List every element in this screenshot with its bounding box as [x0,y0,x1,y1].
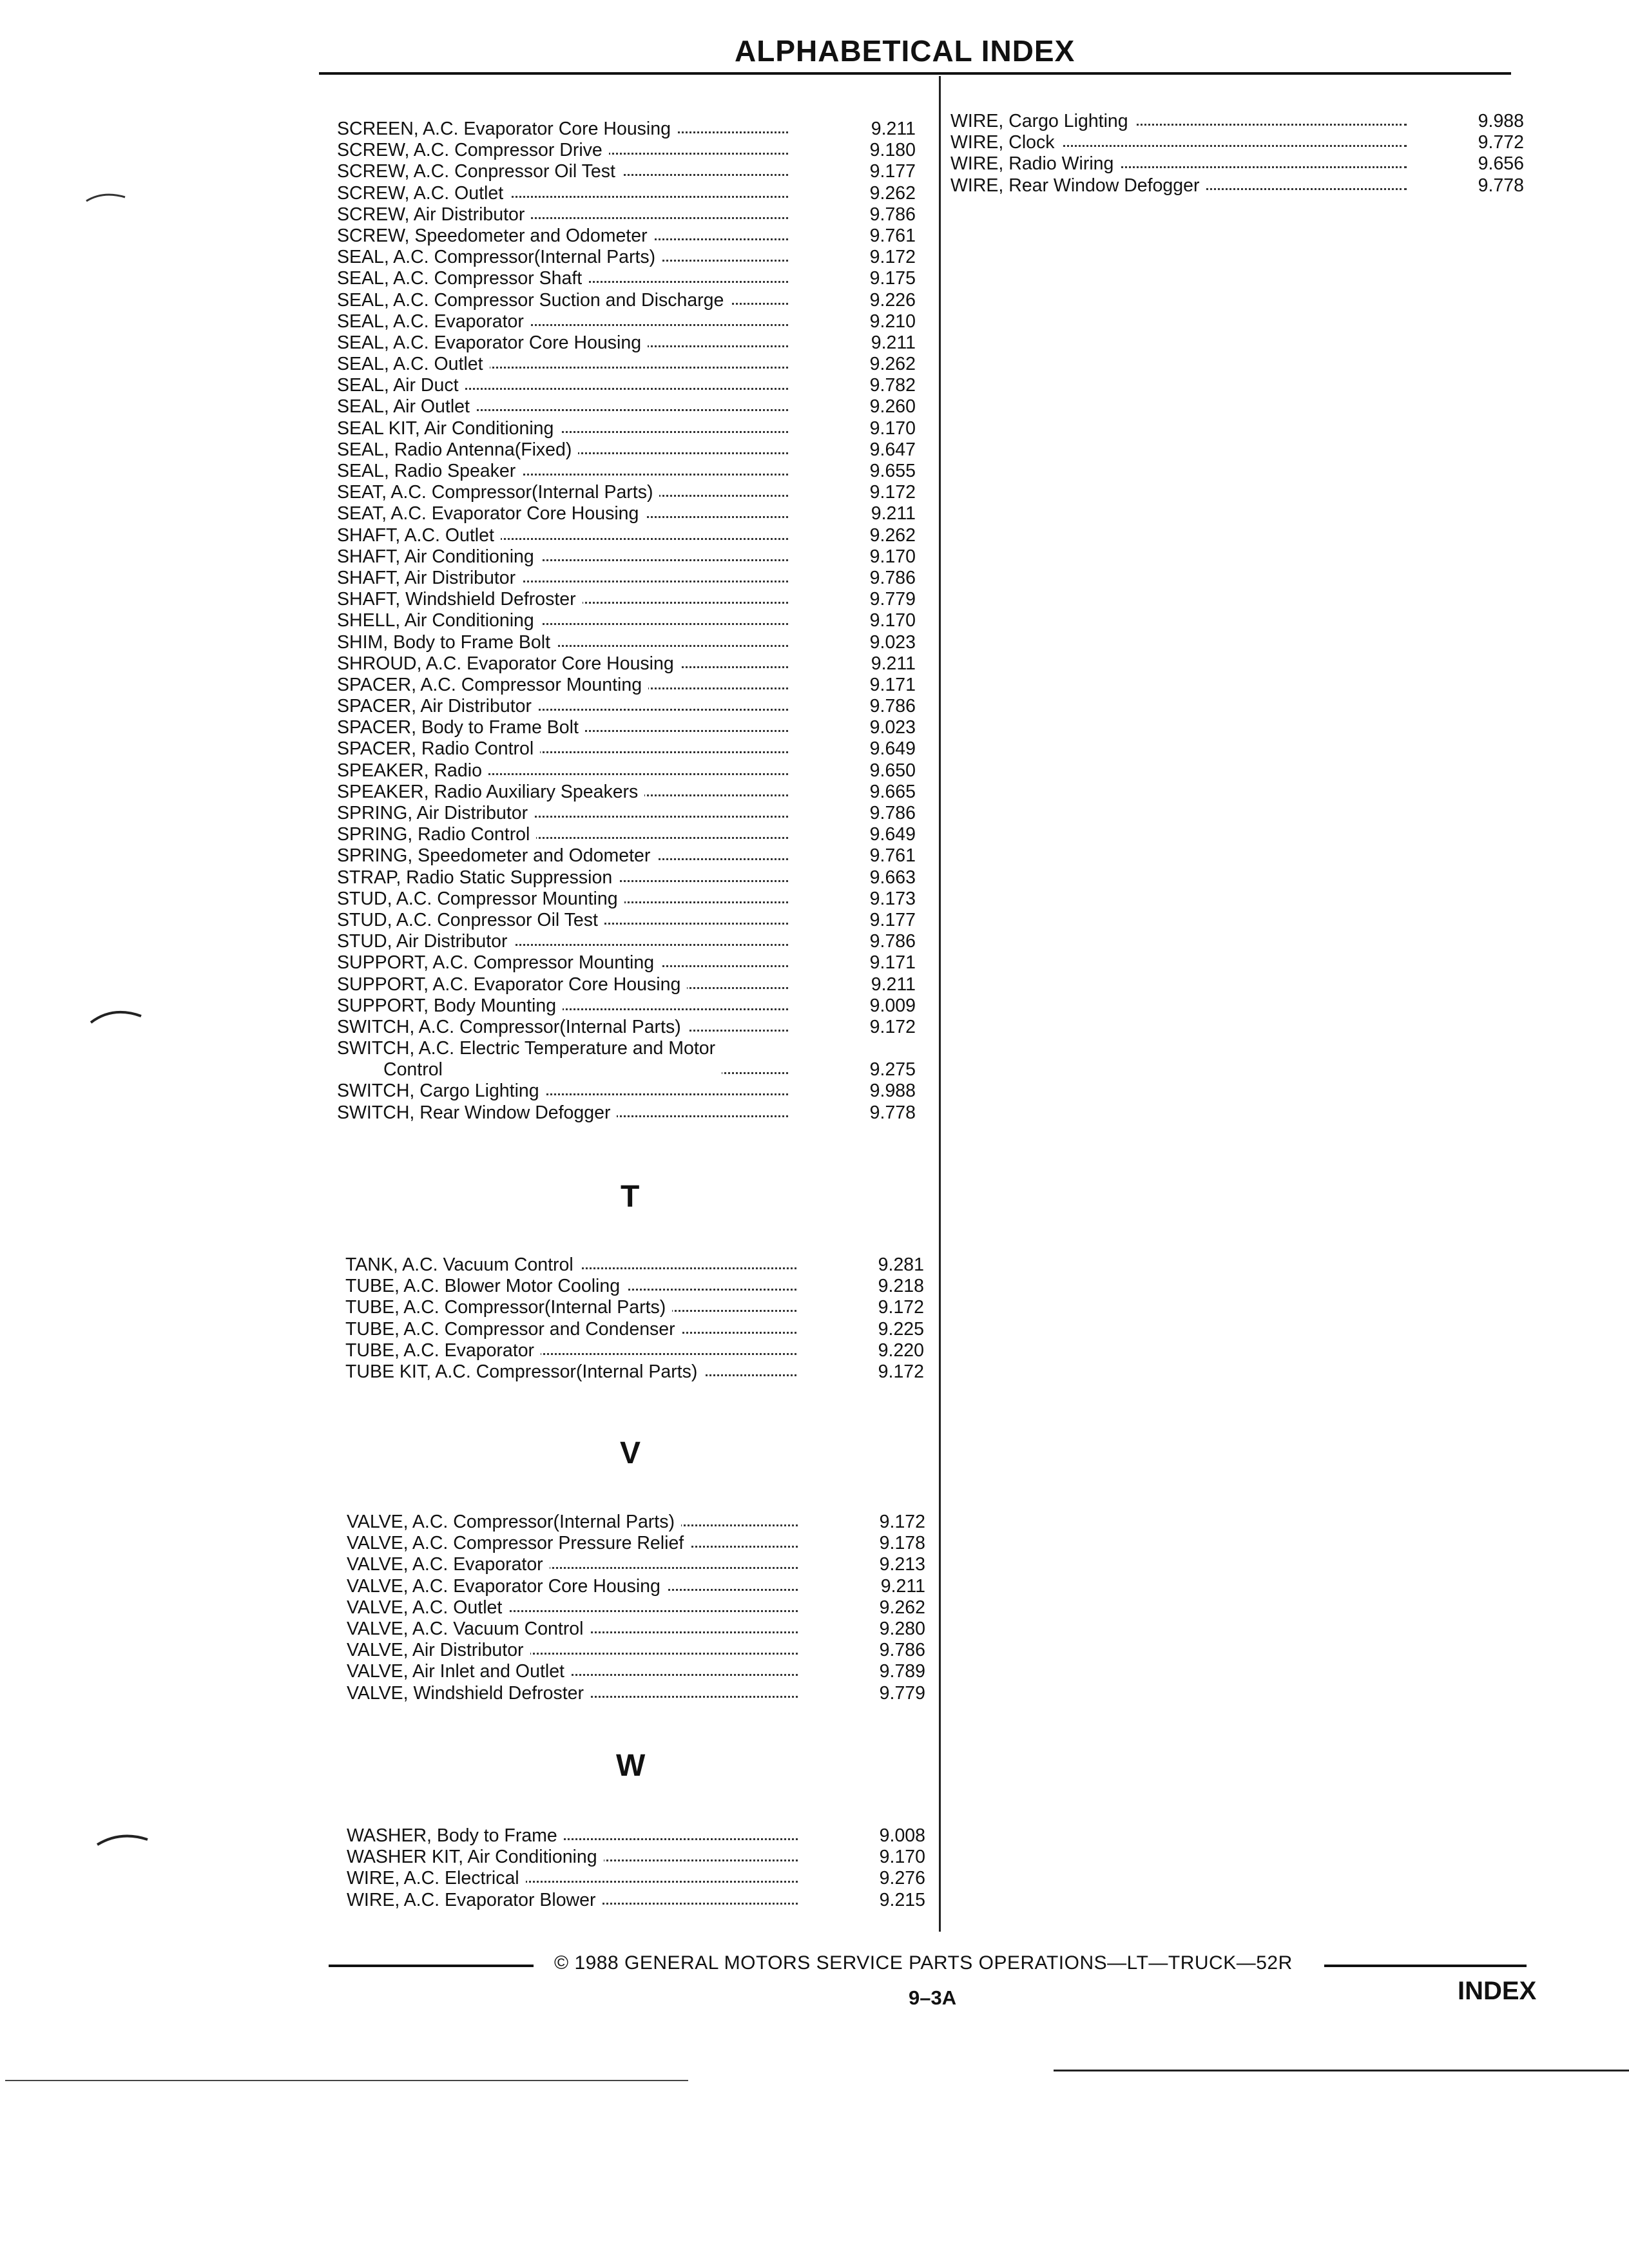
footer-copyright: © 1988 GENERAL MOTORS SERVICE PARTS OPERATIONS—LT—TRUCK—52R [554,1952,1293,1974]
binder-mark-3 [93,1827,151,1850]
entry-label [347,1640,530,1661]
entry-label [347,1890,602,1911]
entry-page-ref: 9.647 [869,439,916,460]
entry-page-ref: 9.172 [869,482,916,503]
entry-page-ref: 9.170 [879,1847,925,1868]
entry-label-text: SHAFT, Air Conditioning [337,546,534,567]
entry-label [337,439,578,461]
entry-page-ref: 9.782 [869,375,916,396]
index-entry [337,1017,923,1038]
entry-label [347,1619,590,1640]
entry-label [337,482,659,503]
entry-label-text: TUBE KIT, A.C. Compressor(Internal Parts) [345,1361,698,1382]
entry-page-ref: 9.778 [1478,175,1524,196]
entry-label [337,995,563,1017]
bottom-edge-rule-left [5,2080,688,2081]
entry-page-ref: 9.786 [879,1640,925,1661]
index-list-t [345,1254,923,1383]
index-entry [345,1297,923,1318]
index-entry [337,696,923,717]
entry-label-text: SEAT, A.C. Compressor(Internal Parts) [337,482,653,503]
entry-label [347,1868,526,1889]
entry-page-ref: 9.262 [869,524,916,546]
entry-label-text: SPEAKER, Radio [337,760,482,781]
entry-label [347,1533,690,1554]
entry-label-text: SPRING, Speedometer and Odometer [337,845,651,867]
entry-page-ref: 9.779 [869,589,916,610]
entry-page-ref: 9.789 [879,1661,925,1682]
index-entry [337,589,923,610]
entry-label [347,1661,571,1682]
entry-label-text: SHAFT, Windshield Defroster [337,589,576,610]
entry-page-ref: 9.665 [869,781,916,802]
section-letter-v: V [620,1436,641,1470]
entry-label [337,632,557,653]
section-letter-t: T [621,1180,640,1214]
entry-page-ref: 9.215 [879,1889,925,1910]
footer-page-number: 9–3A [909,1986,957,2009]
entry-page-ref: 9.276 [879,1868,925,1889]
entry-page-ref: 9.023 [869,631,916,653]
entry-label [337,653,680,675]
index-entry [337,354,923,375]
entry-label-text: VALVE, Windshield Defroster [347,1682,584,1704]
index-list-w [347,1825,923,1911]
entry-label-text: WIRE, Cargo Lighting [950,111,1128,131]
entry-label-text: WASHER KIT, Air Conditioning [347,1847,597,1868]
entry-page-ref: 9.172 [878,1297,924,1318]
entry-page-ref: 9.226 [869,289,916,311]
entry-label [337,140,609,161]
entry-label [337,311,530,332]
entry-label [337,931,514,952]
index-entry [345,1254,923,1276]
entry-label [345,1276,626,1297]
index-entry [337,867,923,889]
entry-label [337,396,476,418]
entry-page-ref: 9.761 [869,225,916,246]
entry-label-text: SEAT, A.C. Evaporator Core Housing [337,503,639,524]
entry-page-ref: 9.655 [869,461,916,481]
entry-label-text: VALVE, Air Inlet and Outlet [347,1661,564,1682]
entry-label [345,1254,580,1276]
entry-label [337,824,536,845]
entry-label [337,119,677,140]
entry-label-text: SUPPORT, A.C. Evaporator Core Housing [337,974,681,995]
entry-label-text: SWITCH, A.C. Electric Temperature and Motor [337,1038,716,1059]
entry-page-ref: 9.172 [879,1512,925,1532]
entry-label [345,1297,672,1318]
entry-page-ref: 9.649 [869,738,916,760]
entry-page-ref: 9.210 [869,311,916,332]
entry-label-text: SHELL, Air Conditioning [337,610,534,631]
entry-label-text: SEAL, A.C. Compressor Shaft [337,268,583,289]
index-entry [337,568,923,589]
entry-page-ref: 9.262 [869,354,916,375]
entry-label [337,1017,688,1038]
entry-label-text: SHIM, Body to Frame Bolt [337,631,551,653]
entry-label [337,546,541,568]
index-entry [337,546,923,568]
entry-label [347,1576,667,1597]
entry-label-text: SPRING, Air Distributor [337,803,528,823]
entry-page-ref: 9.260 [869,396,916,418]
index-entry [337,675,923,696]
binder-mark-2 [87,1002,145,1028]
entry-label-text: VALVE, Air Distributor [347,1640,524,1661]
entry-label-text: SPRING, Radio Control [337,824,530,845]
entry-label [337,589,583,610]
index-entry [337,461,923,482]
entry-label-text: SEAL, Radio Antenna(Fixed) [337,439,572,460]
index-entry [337,803,923,824]
entry-label [337,610,541,631]
index-entry [337,247,923,268]
entry-label [950,175,1206,197]
index-entry [337,889,923,910]
entry-label [337,952,660,974]
entry-label-text: SCREW, A.C. Compressor Drive [337,140,602,161]
index-list-w-continued [950,111,1529,197]
index-entry [337,290,923,311]
entry-page-ref: 9.211 [871,332,916,353]
entry-label-text: SCREW, A.C. Outlet [337,182,504,204]
entry-label-text: VALVE, A.C. Vacuum Control [347,1618,584,1639]
entry-label [337,375,465,396]
entry-label-text: STUD, A.C. Compressor Mounting [337,888,618,909]
index-entry [337,482,923,503]
entry-label [337,910,604,931]
entry-label [347,1825,564,1847]
index-entry [337,311,923,332]
column-divider [939,76,941,1932]
entry-label-text: WIRE, Radio Wiring [950,153,1114,175]
entry-page-ref: 9.786 [869,567,916,588]
entry-label [337,247,662,268]
entry-label [337,845,657,867]
entry-page-ref: 9.280 [879,1618,925,1639]
entry-page-ref: 9.170 [869,418,916,439]
entry-label [337,226,654,247]
entry-label-text: VALVE, A.C. Evaporator [347,1554,543,1575]
entry-page-ref: 9.786 [869,803,916,823]
entry-label [337,675,648,696]
entry-page-ref: 9.281 [878,1254,924,1275]
entry-label-text: SPACER, Radio Control [337,738,534,760]
index-entry [950,132,1529,153]
entry-page-ref: 9.786 [869,204,916,225]
entry-page-ref: 9.275 [869,1059,916,1081]
entry-page-ref: 9.220 [878,1340,924,1361]
entry-label [337,803,534,824]
entry-page-ref: 9.988 [1478,111,1524,131]
index-entry [337,396,923,418]
entry-page-ref: 9.171 [869,674,916,695]
index-entry [337,1081,923,1102]
entry-page-ref: 9.650 [869,760,916,781]
entry-label [345,1361,704,1383]
index-entry [337,332,923,354]
index-entry [347,1576,923,1597]
index-entry [337,782,923,803]
entry-label [337,290,730,311]
entry-page-ref: 9.663 [869,867,916,888]
entry-label-text: SCREW, Air Distributor [337,204,525,225]
index-entry [337,375,923,396]
entry-page-ref: 9.211 [871,974,916,995]
entry-page-ref: 9.786 [869,931,916,952]
entry-label-text: WIRE, A.C. Electrical [347,1868,519,1889]
entry-label [950,132,1061,153]
title-rule [319,72,1511,75]
entry-label [347,1847,604,1868]
entry-label-text: STRAP, Radio Static Suppression [337,867,613,888]
entry-label [950,111,1135,132]
entry-label [337,1081,546,1102]
index-entry [347,1640,923,1661]
entry-label [337,696,538,717]
entry-label-text: SHROUD, A.C. Evaporator Core Housing [337,653,674,674]
entry-label-text: SPACER, Air Distributor [337,696,532,717]
entry-label-text: SEAL, Radio Speaker [337,461,516,481]
entry-label-text: SEAL, Air Outlet [337,396,470,418]
index-entry [337,226,923,247]
entry-label-text: SEAL, A.C. Evaporator [337,311,524,332]
entry-page-ref: 9.172 [878,1361,924,1382]
footer-rule-left [329,1965,534,1967]
entry-label [337,418,560,439]
entry-label-text: SEAL, A.C. Evaporator Core Housing [337,332,642,353]
entry-label [337,204,531,226]
entry-label [337,974,687,995]
index-entry [337,204,923,226]
index-entry [347,1825,923,1847]
index-entry [337,952,923,974]
entry-label [337,525,501,546]
entry-page-ref: 9.778 [869,1102,916,1123]
entry-label-text: WIRE, A.C. Evaporator Blower [347,1889,596,1910]
entry-page-ref: 9.173 [869,888,916,909]
entry-label-text: SEAL, A.C. Outlet [337,354,483,375]
index-entry [337,161,923,182]
entry-label [337,183,510,204]
entry-label [337,717,585,738]
index-entry [347,1619,923,1640]
entry-label [337,354,490,375]
index-entry [950,153,1529,175]
entry-label [337,738,540,760]
entry-label [950,153,1120,175]
index-entry [347,1512,923,1533]
entry-label-text: SHAFT, A.C. Outlet [337,524,494,546]
bottom-edge-rule-right [1054,2070,1629,2071]
entry-label-text: TUBE, A.C. Blower Motor Cooling [345,1276,621,1297]
entry-label-text: WIRE, Rear Window Defogger [950,175,1200,196]
entry-label [337,268,588,289]
index-entry [337,995,923,1017]
entry-label-text: SWITCH, Cargo Lighting [337,1081,539,1102]
entry-page-ref: 9.177 [869,909,916,930]
index-entry [337,503,923,524]
entry-page-ref: 9.761 [869,845,916,867]
entry-page-ref: 9.225 [878,1318,924,1340]
entry-label-continued: Control [383,1059,443,1081]
index-entry [337,525,923,546]
index-entry [347,1533,923,1554]
entry-label [337,760,488,782]
index-entry [337,931,923,952]
entry-label-text: SWITCH, A.C. Compressor(Internal Parts) [337,1016,681,1037]
entry-page-ref: 9.178 [879,1533,925,1554]
index-entry [337,119,923,140]
entry-label-text: SCREW, A.C. Conpressor Oil Test [337,161,615,182]
index-entry [337,738,923,760]
entry-label [337,1102,617,1124]
entry-page-ref: 9.772 [1478,132,1524,153]
entry-page-ref: 9.786 [869,696,916,717]
entry-page-ref: 9.211 [871,653,916,674]
entry-page-ref: 9.172 [869,247,916,268]
entry-page-ref: 9.211 [871,119,916,139]
index-entry [345,1276,923,1297]
entry-page-ref: 9.175 [869,268,916,289]
entry-label-text: SHAFT, Air Distributor [337,567,516,588]
entry-page-ref: 9.171 [869,952,916,974]
footer-rule-right [1324,1965,1527,1967]
index-entry [337,632,923,653]
entry-label [347,1512,681,1533]
index-entry [337,717,923,738]
index-list-s [337,119,923,1124]
entry-label-text: SWITCH, Rear Window Defogger [337,1102,611,1123]
index-entry [337,910,923,931]
entry-label [347,1683,590,1704]
entry-label-text: SCREEN, A.C. Evaporator Core Housing [337,119,671,139]
entry-label-text: SPACER, Body to Frame Bolt [337,717,579,738]
index-entry [337,760,923,782]
entry-label [337,889,624,910]
entry-label-text: SEAL, A.C. Compressor(Internal Parts) [337,247,656,268]
index-entry [337,974,923,995]
entry-label-text: TUBE, A.C. Compressor(Internal Parts) [345,1297,666,1318]
entry-label-text: VALVE, A.C. Evaporator Core Housing [347,1575,660,1597]
entry-page-ref: 9.262 [869,182,916,204]
index-entry [347,1847,923,1868]
entry-page-ref: 9.211 [871,503,916,524]
entry-label [345,1340,541,1361]
entry-page-ref: 9.988 [869,1081,916,1102]
index-entry [337,439,923,461]
entry-label-text: SUPPORT, Body Mounting [337,995,557,1016]
index-entry [347,1554,923,1575]
index-entry [337,845,923,867]
index-entry [347,1597,923,1619]
entry-page-ref: 9.649 [869,824,916,845]
entry-label [347,1554,550,1575]
entry-page-ref: 9.180 [869,140,916,161]
entry-page-ref: 9.023 [869,717,916,738]
index-entry [337,610,923,631]
entry-label-text: STUD, A.C. Conpressor Oil Test [337,909,598,930]
entry-page-ref: 9.172 [869,1016,916,1037]
entry-page-ref: 9.218 [878,1276,924,1297]
entry-label [345,1319,682,1340]
index-entry [347,1890,923,1911]
index-entry [337,1102,923,1124]
entry-label-text: SUPPORT, A.C. Compressor Mounting [337,952,655,974]
entry-page-ref: 9.779 [879,1682,925,1704]
entry-label-text: WASHER, Body to Frame [347,1825,557,1846]
index-entry [337,268,923,289]
index-list-v [347,1512,923,1704]
index-entry [337,824,923,845]
entry-page-ref: 9.262 [879,1597,925,1618]
index-entry [337,140,923,161]
entry-label-text: TUBE, A.C. Compressor and Condenser [345,1318,675,1340]
entry-label-text: STUD, Air Distributor [337,931,508,952]
entry-label [337,503,645,524]
entry-page-ref: 9.177 [869,161,916,182]
entry-label [337,161,622,182]
entry-label [337,332,648,354]
entry-label [337,782,644,803]
index-entry [345,1319,923,1340]
index-entry [337,418,923,439]
index-entry [950,111,1529,132]
index-entry [347,1683,923,1704]
entry-page-ref: 9.211 [880,1575,925,1597]
index-entry [347,1661,923,1682]
entry-label-text: VALVE, A.C. Outlet [347,1597,503,1618]
footer-section-name: INDEX [1458,1977,1537,2005]
entry-label-text: WIRE, Clock [950,132,1055,153]
section-letter-w: W [616,1749,646,1783]
entry-page-ref: 9.656 [1478,153,1524,175]
binder-mark-1 [84,187,129,206]
entry-page-ref: 9.170 [869,610,916,631]
index-entry [345,1340,923,1361]
index-entry [345,1361,923,1383]
entry-label [347,1597,508,1619]
index-entry [950,175,1529,197]
entry-label-text: SPEAKER, Radio Auxiliary Speakers [337,781,639,802]
entry-label [337,461,522,482]
index-entry [337,1038,923,1081]
entry-label [337,867,619,889]
entry-label-text: VALVE, A.C. Compressor Pressure Relief [347,1533,684,1554]
entry-page-ref: 9.008 [879,1825,925,1846]
entry-label-text: SEAL, Air Duct [337,375,459,396]
index-entry [347,1868,923,1889]
entry-label-text: SCREW, Speedometer and Odometer [337,225,648,246]
index-entry [337,183,923,204]
entry-label [337,568,522,589]
entry-page-ref: 9.213 [879,1554,925,1575]
entry-label-text: SEAL KIT, Air Conditioning [337,418,554,439]
page-title: ALPHABETICAL INDEX [735,34,1075,68]
entry-label-text: VALVE, A.C. Compressor(Internal Parts) [347,1512,675,1532]
entry-label-text: SEAL, A.C. Compressor Suction and Discharge [337,289,724,311]
entry-label-text: SPACER, A.C. Compressor Mounting [337,674,642,695]
entry-page-ref: 9.009 [869,995,916,1016]
entry-label-text: TANK, A.C. Vacuum Control [345,1254,574,1275]
entry-label [337,1038,722,1081]
entry-page-ref: 9.170 [869,546,916,567]
entry-label-text: TUBE, A.C. Evaporator [345,1340,535,1361]
index-entry [337,653,923,675]
